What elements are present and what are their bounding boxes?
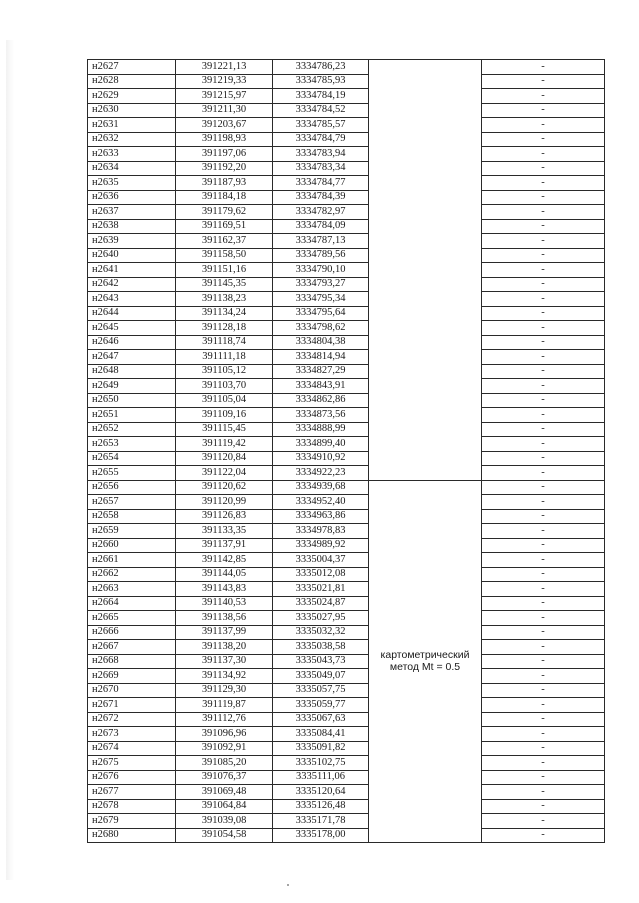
table-row: [88, 277, 605, 292]
y-coordinate-cell: 3334783,94: [273, 147, 369, 162]
y-coordinate-cell: 3334798,62: [273, 321, 369, 336]
point-name-cell: н2659: [88, 524, 176, 539]
dash-cell: -: [482, 712, 605, 727]
dash-cell: -: [482, 654, 605, 669]
point-name-cell: н2650: [88, 393, 176, 408]
x-coordinate-cell: 391187,93: [176, 176, 273, 191]
x-coordinate-cell: 391054,58: [176, 828, 273, 843]
point-name-cell: н2642: [88, 277, 176, 292]
dash-cell: -: [482, 495, 605, 510]
table-row: [88, 74, 605, 89]
dash-cell: -: [482, 335, 605, 350]
point-name-cell: н2658: [88, 509, 176, 524]
table-row: [88, 132, 605, 147]
y-coordinate-cell: 3334783,34: [273, 161, 369, 176]
point-name-cell: н2665: [88, 611, 176, 626]
dash-cell: -: [482, 74, 605, 89]
dash-cell: -: [482, 263, 605, 278]
x-coordinate-cell: 391144,05: [176, 567, 273, 582]
table-row: [88, 669, 605, 684]
dash-cell: -: [482, 205, 605, 220]
dash-cell: -: [482, 567, 605, 582]
table-row: [88, 770, 605, 785]
x-coordinate-cell: 391111,18: [176, 350, 273, 365]
point-name-cell: н2674: [88, 741, 176, 756]
method-cell-upper: [369, 60, 482, 481]
y-coordinate-cell: 3334784,77: [273, 176, 369, 191]
table-row: [88, 553, 605, 568]
dash-cell: -: [482, 756, 605, 771]
point-name-cell: н2635: [88, 176, 176, 191]
x-coordinate-cell: 391134,24: [176, 306, 273, 321]
table-row: [88, 611, 605, 626]
x-coordinate-cell: 391064,84: [176, 799, 273, 814]
dash-cell: -: [482, 785, 605, 800]
dash-cell: -: [482, 234, 605, 249]
point-name-cell: н2646: [88, 335, 176, 350]
point-name-cell: н2652: [88, 422, 176, 437]
point-name-cell: н2669: [88, 669, 176, 684]
point-name-cell: н2679: [88, 814, 176, 829]
y-coordinate-cell: 3335178,00: [273, 828, 369, 843]
y-coordinate-cell: 3335171,78: [273, 814, 369, 829]
y-coordinate-cell: 3335120,64: [273, 785, 369, 800]
dash-cell: -: [482, 640, 605, 655]
point-name-cell: н2654: [88, 451, 176, 466]
method-cell: [369, 480, 482, 843]
point-name-cell: н2634: [88, 161, 176, 176]
point-name-cell: н2673: [88, 727, 176, 742]
y-coordinate-cell: 3334793,27: [273, 277, 369, 292]
dash-cell: -: [482, 422, 605, 437]
dash-cell: -: [482, 306, 605, 321]
table-row: [88, 60, 605, 75]
x-coordinate-cell: 391069,48: [176, 785, 273, 800]
table-row: [88, 538, 605, 553]
y-coordinate-cell: 3334786,23: [273, 60, 369, 75]
x-coordinate-cell: 391120,84: [176, 451, 273, 466]
y-coordinate-cell: 3334952,40: [273, 495, 369, 510]
table-row: [88, 103, 605, 118]
table-row: [88, 306, 605, 321]
dash-cell: -: [482, 582, 605, 597]
x-coordinate-cell: 391133,35: [176, 524, 273, 539]
y-coordinate-cell: 3334862,86: [273, 393, 369, 408]
table-row: [88, 567, 605, 582]
y-coordinate-cell: 3334910,92: [273, 451, 369, 466]
x-coordinate-cell: 391096,96: [176, 727, 273, 742]
point-name-cell: н2680: [88, 828, 176, 843]
x-coordinate-cell: 391192,20: [176, 161, 273, 176]
x-coordinate-cell: 391143,83: [176, 582, 273, 597]
y-coordinate-cell: 3334795,34: [273, 292, 369, 307]
y-coordinate-cell: 3335038,58: [273, 640, 369, 655]
point-name-cell: н2668: [88, 654, 176, 669]
y-coordinate-cell: 3334795,64: [273, 306, 369, 321]
table-row: [88, 683, 605, 698]
point-name-cell: н2678: [88, 799, 176, 814]
x-coordinate-cell: 391039,08: [176, 814, 273, 829]
x-coordinate-cell: 391103,70: [176, 379, 273, 394]
x-coordinate-cell: 391211,30: [176, 103, 273, 118]
point-name-cell: н2677: [88, 785, 176, 800]
coordinates-table-body: [88, 60, 605, 843]
point-name-cell: н2637: [88, 205, 176, 220]
x-coordinate-cell: 391137,30: [176, 654, 273, 669]
point-name-cell: н2661: [88, 553, 176, 568]
y-coordinate-cell: 3335004,37: [273, 553, 369, 568]
point-name-cell: н2641: [88, 263, 176, 278]
point-name-cell: н2649: [88, 379, 176, 394]
y-coordinate-cell: 3334782,97: [273, 205, 369, 220]
point-name-cell: н2675: [88, 756, 176, 771]
table-row: [88, 364, 605, 379]
y-coordinate-cell: 3334784,52: [273, 103, 369, 118]
dash-cell: -: [482, 509, 605, 524]
y-coordinate-cell: 3334784,39: [273, 190, 369, 205]
x-coordinate-cell: 391122,04: [176, 466, 273, 481]
dash-cell: -: [482, 292, 605, 307]
x-coordinate-cell: 391140,53: [176, 596, 273, 611]
point-name-cell: н2648: [88, 364, 176, 379]
dash-cell: -: [482, 814, 605, 829]
x-coordinate-cell: 391184,18: [176, 190, 273, 205]
y-coordinate-cell: 3334827,29: [273, 364, 369, 379]
table-row: [88, 495, 605, 510]
x-coordinate-cell: 391119,87: [176, 698, 273, 713]
point-name-cell: н2666: [88, 625, 176, 640]
x-coordinate-cell: 391142,85: [176, 553, 273, 568]
point-name-cell: н2643: [88, 292, 176, 307]
table-row: [88, 147, 605, 162]
y-coordinate-cell: 3335091,82: [273, 741, 369, 756]
point-name-cell: н2667: [88, 640, 176, 655]
x-coordinate-cell: 391112,76: [176, 712, 273, 727]
table-row: [88, 176, 605, 191]
x-coordinate-cell: 391105,04: [176, 393, 273, 408]
table-row: [88, 422, 605, 437]
y-coordinate-cell: 3335043,73: [273, 654, 369, 669]
table-row: [88, 451, 605, 466]
table-row: [88, 480, 605, 495]
x-coordinate-cell: 391085,20: [176, 756, 273, 771]
x-coordinate-cell: 391219,33: [176, 74, 273, 89]
x-coordinate-cell: 391119,42: [176, 437, 273, 452]
x-coordinate-cell: 391179,62: [176, 205, 273, 220]
x-coordinate-cell: 391198,93: [176, 132, 273, 147]
y-coordinate-cell: 3334873,56: [273, 408, 369, 423]
table-row: [88, 321, 605, 336]
x-coordinate-cell: 391221,13: [176, 60, 273, 75]
table-row: [88, 205, 605, 220]
dash-cell: -: [482, 553, 605, 568]
y-coordinate-cell: 3335021,81: [273, 582, 369, 597]
y-coordinate-cell: 3334784,19: [273, 89, 369, 104]
y-coordinate-cell: 3335111,06: [273, 770, 369, 785]
x-coordinate-cell: 391215,97: [176, 89, 273, 104]
y-coordinate-cell: 3335032,32: [273, 625, 369, 640]
table-row: [88, 640, 605, 655]
y-coordinate-cell: 3335059,77: [273, 698, 369, 713]
table-row: [88, 596, 605, 611]
dash-cell: -: [482, 89, 605, 104]
point-name-cell: н2645: [88, 321, 176, 336]
point-name-cell: н2640: [88, 248, 176, 263]
point-name-cell: н2672: [88, 712, 176, 727]
dash-cell: -: [482, 364, 605, 379]
y-coordinate-cell: 3335049,07: [273, 669, 369, 684]
dash-cell: -: [482, 683, 605, 698]
table-row: [88, 379, 605, 394]
x-coordinate-cell: 391092,91: [176, 741, 273, 756]
y-coordinate-cell: 3334922,23: [273, 466, 369, 481]
dash-cell: -: [482, 248, 605, 263]
y-coordinate-cell: 3334785,57: [273, 118, 369, 133]
table-row: [88, 727, 605, 742]
y-coordinate-cell: 3335126,48: [273, 799, 369, 814]
dash-cell: -: [482, 770, 605, 785]
x-coordinate-cell: 391115,45: [176, 422, 273, 437]
x-coordinate-cell: 391109,16: [176, 408, 273, 423]
dash-cell: -: [482, 60, 605, 75]
x-coordinate-cell: 391145,35: [176, 277, 273, 292]
y-coordinate-cell: 3335012,08: [273, 567, 369, 582]
dash-cell: -: [482, 451, 605, 466]
point-name-cell: н2670: [88, 683, 176, 698]
scan-speck: [287, 884, 289, 886]
dash-cell: -: [482, 596, 605, 611]
table-row: [88, 466, 605, 481]
x-coordinate-cell: 391105,12: [176, 364, 273, 379]
x-coordinate-cell: 391138,23: [176, 292, 273, 307]
x-coordinate-cell: 391129,30: [176, 683, 273, 698]
table-row: [88, 756, 605, 771]
point-name-cell: н2653: [88, 437, 176, 452]
y-coordinate-cell: 3334804,38: [273, 335, 369, 350]
dash-cell: -: [482, 408, 605, 423]
y-coordinate-cell: 3334789,56: [273, 248, 369, 263]
point-name-cell: н2639: [88, 234, 176, 249]
y-coordinate-cell: 3334939,68: [273, 480, 369, 495]
table-row: [88, 408, 605, 423]
point-name-cell: н2638: [88, 219, 176, 234]
table-row: [88, 190, 605, 205]
point-name-cell: н2631: [88, 118, 176, 133]
dash-cell: -: [482, 176, 605, 191]
dash-cell: -: [482, 118, 605, 133]
point-name-cell: н2647: [88, 350, 176, 365]
y-coordinate-cell: 3334963,86: [273, 509, 369, 524]
dash-cell: -: [482, 828, 605, 843]
table-row: [88, 89, 605, 104]
y-coordinate-cell: 3335067,63: [273, 712, 369, 727]
y-coordinate-cell: 3334787,13: [273, 234, 369, 249]
x-coordinate-cell: 391120,62: [176, 480, 273, 495]
point-name-cell: н2671: [88, 698, 176, 713]
dash-cell: -: [482, 219, 605, 234]
y-coordinate-cell: 3334785,93: [273, 74, 369, 89]
x-coordinate-cell: 391158,50: [176, 248, 273, 263]
point-name-cell: н2628: [88, 74, 176, 89]
point-name-cell: н2676: [88, 770, 176, 785]
table-row: [88, 524, 605, 539]
dash-cell: -: [482, 147, 605, 162]
x-coordinate-cell: 391137,91: [176, 538, 273, 553]
table-row: [88, 625, 605, 640]
x-coordinate-cell: 391120,99: [176, 495, 273, 510]
x-coordinate-cell: 391203,67: [176, 118, 273, 133]
dash-cell: -: [482, 611, 605, 626]
point-name-cell: н2655: [88, 466, 176, 481]
dash-cell: -: [482, 190, 605, 205]
table-row: [88, 437, 605, 452]
dash-cell: -: [482, 625, 605, 640]
x-coordinate-cell: 391128,18: [176, 321, 273, 336]
y-coordinate-cell: 3334814,94: [273, 350, 369, 365]
table-row: [88, 509, 605, 524]
table-row: [88, 219, 605, 234]
point-name-cell: н2660: [88, 538, 176, 553]
point-name-cell: н2627: [88, 60, 176, 75]
y-coordinate-cell: 3335027,95: [273, 611, 369, 626]
y-coordinate-cell: 3335102,75: [273, 756, 369, 771]
dash-cell: -: [482, 350, 605, 365]
table-row: [88, 161, 605, 176]
coordinates-table: [87, 59, 605, 843]
table-row: [88, 335, 605, 350]
point-name-cell: н2636: [88, 190, 176, 205]
x-coordinate-cell: 391134,92: [176, 669, 273, 684]
x-coordinate-cell: 391126,83: [176, 509, 273, 524]
point-name-cell: н2657: [88, 495, 176, 510]
dash-cell: -: [482, 379, 605, 394]
dash-cell: -: [482, 437, 605, 452]
dash-cell: -: [482, 799, 605, 814]
y-coordinate-cell: 3335024,87: [273, 596, 369, 611]
x-coordinate-cell: 391162,37: [176, 234, 273, 249]
dash-cell: -: [482, 103, 605, 118]
table-row: [88, 654, 605, 669]
dash-cell: -: [482, 524, 605, 539]
table-row: [88, 582, 605, 597]
scan-edge-shadow: [6, 40, 14, 880]
x-coordinate-cell: 391118,74: [176, 335, 273, 350]
dash-cell: -: [482, 277, 605, 292]
x-coordinate-cell: 391151,16: [176, 263, 273, 278]
table-row: [88, 263, 605, 278]
table-row: [88, 799, 605, 814]
table-row: [88, 118, 605, 133]
x-coordinate-cell: 391169,51: [176, 219, 273, 234]
dash-cell: -: [482, 538, 605, 553]
x-coordinate-cell: 391137,99: [176, 625, 273, 640]
dash-cell: -: [482, 321, 605, 336]
x-coordinate-cell: 391197,06: [176, 147, 273, 162]
dash-cell: -: [482, 161, 605, 176]
table-row: [88, 248, 605, 263]
dash-cell: -: [482, 393, 605, 408]
point-name-cell: н2633: [88, 147, 176, 162]
table-row: [88, 712, 605, 727]
point-name-cell: н2644: [88, 306, 176, 321]
y-coordinate-cell: 3334784,09: [273, 219, 369, 234]
point-name-cell: н2629: [88, 89, 176, 104]
point-name-cell: н2664: [88, 596, 176, 611]
y-coordinate-cell: 3335057,75: [273, 683, 369, 698]
y-coordinate-cell: 3334784,79: [273, 132, 369, 147]
table-row: [88, 785, 605, 800]
y-coordinate-cell: 3334790,10: [273, 263, 369, 278]
point-name-cell: н2630: [88, 103, 176, 118]
y-coordinate-cell: 3335084,41: [273, 727, 369, 742]
table-row: [88, 741, 605, 756]
point-name-cell: н2656: [88, 480, 176, 495]
dash-cell: -: [482, 698, 605, 713]
y-coordinate-cell: 3334899,40: [273, 437, 369, 452]
dash-cell: -: [482, 669, 605, 684]
x-coordinate-cell: 391076,37: [176, 770, 273, 785]
method-text: картометрический метод Mt = 0.5: [380, 649, 470, 674]
y-coordinate-cell: 3334989,92: [273, 538, 369, 553]
point-name-cell: н2662: [88, 567, 176, 582]
dash-cell: -: [482, 480, 605, 495]
table-row: [88, 350, 605, 365]
table-row: [88, 292, 605, 307]
point-name-cell: н2651: [88, 408, 176, 423]
table-row: [88, 393, 605, 408]
table-row: [88, 698, 605, 713]
dash-cell: -: [482, 132, 605, 147]
table-row: [88, 828, 605, 843]
y-coordinate-cell: 3334888,99: [273, 422, 369, 437]
dash-cell: -: [482, 741, 605, 756]
y-coordinate-cell: 3334843,91: [273, 379, 369, 394]
y-coordinate-cell: 3334978,83: [273, 524, 369, 539]
x-coordinate-cell: 391138,20: [176, 640, 273, 655]
table-row: [88, 814, 605, 829]
point-name-cell: н2663: [88, 582, 176, 597]
dash-cell: -: [482, 727, 605, 742]
x-coordinate-cell: 391138,56: [176, 611, 273, 626]
dash-cell: -: [482, 466, 605, 481]
point-name-cell: н2632: [88, 132, 176, 147]
table-row: [88, 234, 605, 249]
